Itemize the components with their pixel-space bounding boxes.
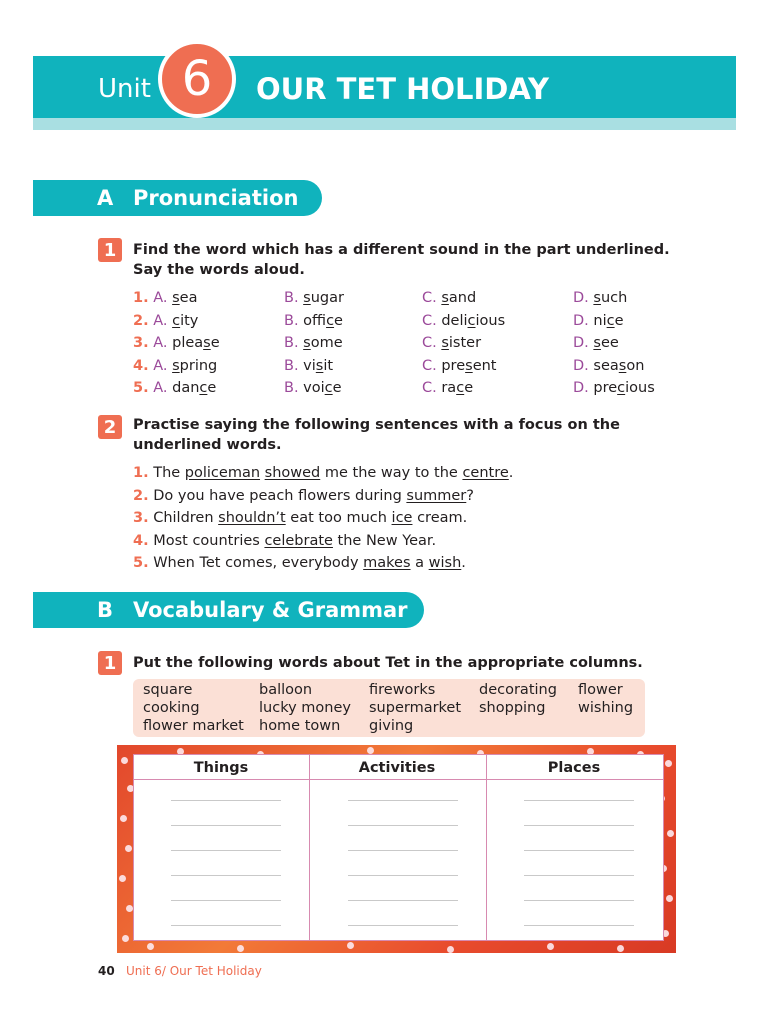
word-option xyxy=(573,313,624,329)
blossom-decoration xyxy=(667,830,674,837)
blossom-decoration xyxy=(126,905,133,912)
word-part: and xyxy=(448,290,477,306)
section-b-letter: B xyxy=(97,598,114,622)
answer-blank xyxy=(524,900,634,901)
table-header-divider xyxy=(133,779,664,780)
option-letter: D. xyxy=(573,357,589,374)
exercise-a2-number: 2 xyxy=(98,415,122,439)
answer-blank xyxy=(348,850,458,851)
answer-blank xyxy=(171,825,281,826)
blossom-decoration xyxy=(121,757,128,764)
word-part: e xyxy=(332,380,342,396)
vocab-word: supermarket xyxy=(369,700,462,716)
word-option xyxy=(573,290,627,306)
option-letter: B. xyxy=(284,290,299,306)
blossom-decoration xyxy=(120,815,127,822)
answer-blank xyxy=(348,875,458,876)
answer-blank xyxy=(348,825,458,826)
blossom-decoration xyxy=(125,845,132,852)
word-part: e xyxy=(210,335,220,351)
sentence-line xyxy=(133,465,513,481)
word-option xyxy=(284,335,343,351)
word-part: voi xyxy=(303,380,325,396)
word-part: vi xyxy=(303,357,316,374)
word-option xyxy=(284,380,342,396)
word-part: ni xyxy=(593,312,607,329)
underlined-part: c xyxy=(456,380,465,396)
underlined-part: c xyxy=(199,380,208,396)
underlined-part: c xyxy=(467,312,476,329)
table-column-divider xyxy=(309,754,310,941)
underlined-part: s xyxy=(593,335,601,351)
word-part: ea xyxy=(179,290,198,306)
answer-blank xyxy=(524,875,634,876)
page-number: 40 xyxy=(98,964,115,978)
sentence-text: eat too much xyxy=(285,510,392,526)
sentence-text: ? xyxy=(466,487,474,504)
word-part: ious xyxy=(625,380,655,396)
answer-blank xyxy=(171,925,281,926)
answer-blank xyxy=(524,850,634,851)
word-option xyxy=(284,358,333,374)
sentence-line xyxy=(133,488,474,504)
word-part: pre xyxy=(441,357,466,374)
section-b-header xyxy=(33,592,424,628)
option-letter: A. xyxy=(153,380,168,396)
sentence-text: me the way to the xyxy=(320,465,463,481)
sorting-table xyxy=(133,754,664,941)
unit-number: 6 xyxy=(181,51,213,107)
section-a-header xyxy=(33,180,322,216)
vocab-word: balloon xyxy=(259,682,313,698)
answer-blank xyxy=(524,800,634,801)
sentence-text: . xyxy=(461,555,466,571)
sentence-text: cream. xyxy=(412,510,468,526)
word-part: ee xyxy=(600,335,619,351)
option-letter: B. xyxy=(284,357,299,374)
blossom-decoration xyxy=(347,942,354,949)
blossom-decoration xyxy=(237,945,244,952)
table-header-places: Places xyxy=(547,760,601,776)
sentence-line xyxy=(133,510,467,526)
vocab-word: wishing xyxy=(578,700,634,716)
word-option xyxy=(422,290,476,306)
sentence-text: Children xyxy=(153,510,219,526)
table-column-divider xyxy=(486,754,487,941)
word-part: ugar xyxy=(310,290,344,306)
word-option xyxy=(133,335,220,351)
word-option xyxy=(284,313,343,329)
word-part: ister xyxy=(448,335,482,351)
answer-blank xyxy=(348,900,458,901)
word-option xyxy=(573,358,644,374)
blossom-decoration xyxy=(147,943,154,950)
underlined-word: summer xyxy=(406,487,467,504)
underlined-part: s xyxy=(315,357,324,374)
section-b-title: Vocabulary & Grammar xyxy=(133,598,408,622)
blossom-decoration xyxy=(122,935,129,942)
sentence-text: the New Year. xyxy=(332,532,437,549)
item-number: 2. xyxy=(133,487,149,504)
word-part: ent xyxy=(472,357,497,374)
table-header-things: Things xyxy=(193,760,249,776)
item-number: 1. xyxy=(133,465,149,481)
vocab-word: giving xyxy=(369,718,414,734)
blossom-decoration xyxy=(367,747,374,754)
word-part: e xyxy=(207,380,217,396)
underlined-part: s xyxy=(441,335,449,351)
exercise-a1-number: 1 xyxy=(98,238,122,262)
word-part: ome xyxy=(310,335,343,351)
option-letter: D. xyxy=(573,335,589,351)
word-part: offi xyxy=(303,312,327,329)
blossom-decoration xyxy=(665,760,672,767)
word-option xyxy=(133,290,197,306)
word-part: sea xyxy=(593,357,619,374)
option-letter: A. xyxy=(153,357,168,374)
sentence-line xyxy=(133,555,466,571)
option-letter: C. xyxy=(422,312,437,329)
underlined-part: s xyxy=(303,290,311,306)
answer-blank xyxy=(171,800,281,801)
option-letter: D. xyxy=(573,312,589,329)
unit-number-badge xyxy=(158,40,236,118)
item-number: 1. xyxy=(133,290,149,306)
option-letter: B. xyxy=(284,335,299,351)
answer-blank xyxy=(171,850,281,851)
blossom-decoration xyxy=(666,895,673,902)
word-option xyxy=(573,335,619,351)
answer-blank xyxy=(524,825,634,826)
option-letter: B. xyxy=(284,380,299,396)
underlined-part: s xyxy=(465,357,473,374)
option-letter: A. xyxy=(153,335,168,351)
option-letter: C. xyxy=(422,357,437,374)
word-part: deli xyxy=(441,312,468,329)
word-part: pring xyxy=(179,357,218,374)
word-option xyxy=(133,313,198,329)
sentence-text: Most countries xyxy=(153,532,265,549)
word-option xyxy=(573,380,655,396)
word-part: plea xyxy=(172,335,204,351)
underlined-part: s xyxy=(172,357,180,374)
blossom-decoration xyxy=(617,945,624,952)
vocab-word: flower market xyxy=(143,718,244,734)
section-a-title: Pronunciation xyxy=(133,186,299,210)
word-part: dan xyxy=(172,380,200,396)
word-part: ity xyxy=(180,312,199,329)
sentence-text: The xyxy=(153,465,185,481)
item-number: 3. xyxy=(133,335,149,351)
word-part: on xyxy=(626,357,645,374)
option-letter: C. xyxy=(422,335,437,351)
answer-blank xyxy=(171,875,281,876)
sentence-line xyxy=(133,533,436,549)
option-letter: B. xyxy=(284,312,299,329)
word-part: uch xyxy=(600,290,628,306)
vocab-word: square xyxy=(143,682,193,698)
underlined-part: c xyxy=(326,312,335,329)
vocab-word: decorating xyxy=(479,682,557,698)
item-number: 4. xyxy=(133,532,149,549)
underlined-word: centre xyxy=(462,465,509,481)
word-part: ious xyxy=(475,312,506,329)
sentence-text: a xyxy=(410,555,429,571)
word-part: pre xyxy=(593,380,618,396)
underlined-part: s xyxy=(441,290,449,306)
option-letter: D. xyxy=(573,290,589,306)
option-letter: D. xyxy=(573,380,589,396)
vocab-word: fireworks xyxy=(369,682,436,698)
answer-blank xyxy=(348,925,458,926)
word-part: e xyxy=(614,312,624,329)
sentence-text: When Tet comes, everybody xyxy=(153,555,364,571)
option-letter: C. xyxy=(422,290,437,306)
item-number: 4. xyxy=(133,357,149,374)
word-part: ra xyxy=(441,380,457,396)
answer-blank xyxy=(171,900,281,901)
word-option xyxy=(422,358,496,374)
sentence-text: . xyxy=(508,465,514,481)
blossom-decoration xyxy=(547,943,554,950)
vocab-word: flower xyxy=(578,682,623,698)
word-option xyxy=(284,290,344,306)
sentence-text: Do you have peach flowers during xyxy=(153,487,407,504)
section-a-letter: A xyxy=(97,186,114,210)
exercise-a2-instruction: Practise saying the following sentences with a focus on the underlined words. xyxy=(133,417,620,453)
word-part: e xyxy=(334,312,343,329)
word-part: e xyxy=(464,380,474,396)
option-letter: A. xyxy=(153,312,168,329)
answer-blank xyxy=(524,925,634,926)
blossom-decoration xyxy=(447,946,454,953)
vocab-word: cooking xyxy=(143,700,200,716)
underlined-part: s xyxy=(618,357,627,374)
footer-title: Unit 6/ Our Tet Holiday xyxy=(126,964,262,978)
item-number: 3. xyxy=(133,510,149,526)
vocab-word: lucky money xyxy=(259,700,351,716)
underlined-part: s xyxy=(303,335,311,351)
item-number: 5. xyxy=(133,555,149,571)
word-option xyxy=(422,380,473,396)
underlined-part: s xyxy=(203,335,211,351)
table-header-activities: Activities xyxy=(358,760,436,776)
word-option xyxy=(133,380,216,396)
underlined-part: c xyxy=(606,312,615,329)
word-part: it xyxy=(323,357,334,374)
blossom-decoration xyxy=(119,875,126,882)
underlined-part: c xyxy=(617,380,626,396)
underlined-word: celebrate xyxy=(264,532,333,549)
word-option xyxy=(422,313,505,329)
item-number: 2. xyxy=(133,312,149,329)
underlined-word: shouldn’t xyxy=(218,510,286,526)
option-letter: A. xyxy=(153,290,168,306)
vocab-word: home town xyxy=(259,718,341,734)
unit-label: Unit xyxy=(98,74,151,104)
unit-banner-underline xyxy=(33,118,736,130)
underlined-word: ice xyxy=(391,510,413,526)
underlined-part: s xyxy=(593,290,601,306)
exercise-b1-instruction: Put the following words about Tet in the appropriate columns. xyxy=(133,655,643,671)
vocab-word: shopping xyxy=(479,700,546,716)
option-letter: C. xyxy=(422,380,437,396)
underlined-part: c xyxy=(172,312,181,329)
underlined-word: makes xyxy=(363,555,411,571)
page-title: OUR TET HOLIDAY xyxy=(256,72,550,106)
underlined-word: wish xyxy=(428,555,462,571)
word-option xyxy=(133,358,217,374)
underlined-word: policeman xyxy=(184,465,261,481)
exercise-b1-number: 1 xyxy=(98,651,122,675)
answer-blank xyxy=(348,800,458,801)
underlined-word: showed xyxy=(264,465,321,481)
underlined-part: s xyxy=(172,290,180,306)
underlined-part: c xyxy=(324,380,333,396)
word-option xyxy=(422,335,481,351)
exercise-a1-instruction: Find the word which has a different sound in the part underlined. Say the words aloud. xyxy=(133,242,670,278)
item-number: 5. xyxy=(133,380,149,396)
